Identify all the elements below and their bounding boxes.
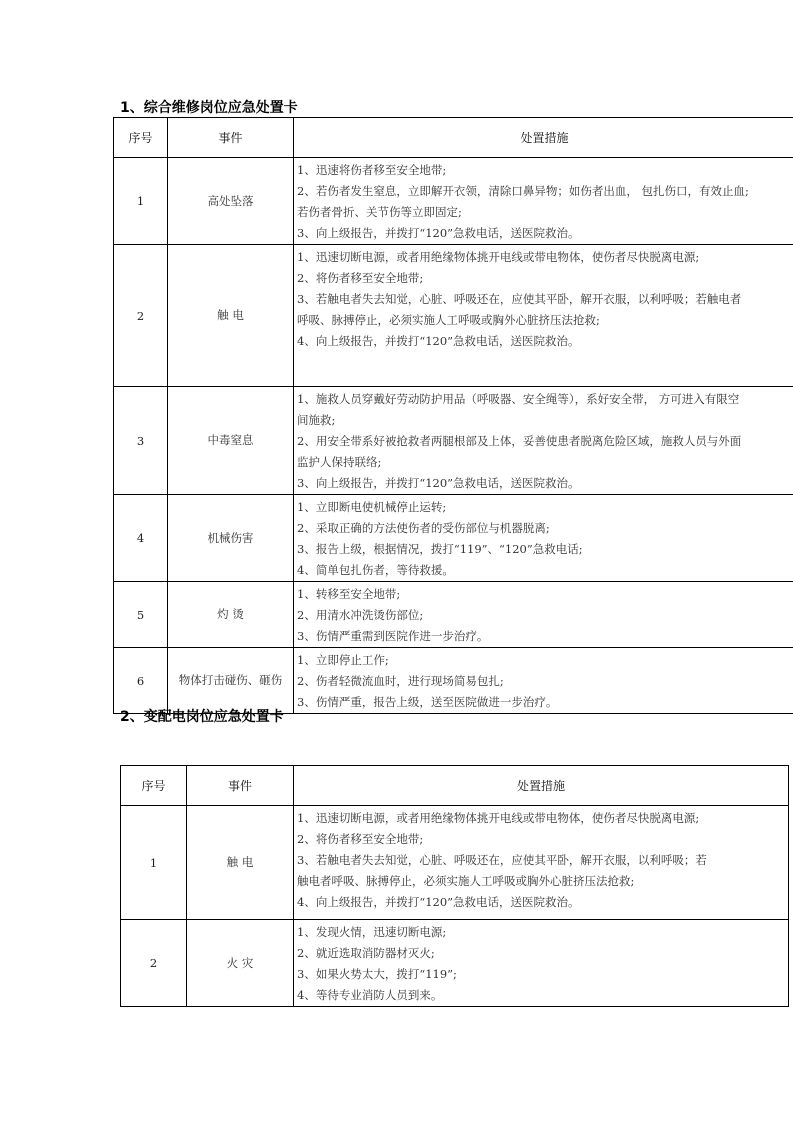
- header-no: 序号: [121, 766, 187, 806]
- header-event: 事件: [187, 766, 294, 806]
- header-event: 事件: [168, 118, 294, 158]
- measure-line: 若伤者骨折、关节伤等立即固定;: [297, 205, 462, 219]
- measure-line: 1、迅速切断电源，或者用绝缘物体挑开电线或带电物体，使伤者尽快脱离电源;: [297, 250, 700, 264]
- measure-line: 2、采取正确的方法使伤者的受伤部位与机器脱离;: [297, 521, 550, 535]
- row-measures: [294, 582, 793, 648]
- measure-line: 1、发现火情，迅速切断电源;: [297, 925, 447, 939]
- measure-line: 1、施救人员穿戴好劳动防护用品（呼吸器、安全绳等），系好安全带， 方可进入有限空: [297, 392, 740, 406]
- row-event: 灼 烫: [168, 582, 294, 648]
- row-measures: [294, 495, 793, 582]
- table-row: [114, 495, 793, 582]
- row-measures: [294, 245, 793, 387]
- row-number: 5: [114, 582, 168, 648]
- table-header-row: [114, 118, 793, 158]
- table-row: [114, 582, 793, 648]
- measure-line: 1、迅速切断电源，或者用绝缘物体挑开电线或带电物体，使伤者尽快脱离电源;: [297, 811, 700, 825]
- row-measures: [294, 648, 793, 714]
- row-event: 火 灾: [187, 920, 294, 1007]
- measure-line: 2、若伤者发生窒息，立即解开衣领，清除口鼻异物；如伤者出血， 包扎伤口，有效止血;: [297, 184, 749, 198]
- measure-line: 2、用清水冲洗烫伤部位;: [297, 608, 424, 622]
- table-header-row: [121, 766, 789, 806]
- row-number: 3: [114, 387, 168, 495]
- table-row: [114, 245, 793, 387]
- table-row: [121, 920, 789, 1007]
- row-event: 触 电: [187, 806, 294, 920]
- row-event: 机械伤害: [168, 495, 294, 582]
- table-row: [114, 648, 793, 714]
- table-row: [114, 158, 793, 245]
- header-measures: 处置措施: [294, 118, 793, 158]
- section2-table: [120, 765, 789, 1007]
- measure-line: 3、若触电者失去知觉，心脏、呼吸还在，应使其平卧，解开衣服，以利呼吸；若触电者: [297, 292, 742, 306]
- measure-line: 4、简单包扎伤者，等待救援。: [297, 563, 454, 577]
- measure-line: 2、用安全带系好被抢救者两腿根部及上体，妥善使患者脱离危险区域，施救人员与外面: [297, 434, 742, 448]
- measure-line: 2、将伤者移至安全地带;: [297, 832, 424, 846]
- measure-line: 3、若触电者失去知觉，心脏、呼吸还在，应使其平卧，解开衣服，以利呼吸；若: [297, 853, 707, 867]
- measure-line: 1、立即断电使机械停止运转;: [297, 500, 447, 514]
- row-event: 中毒窒息: [168, 387, 294, 495]
- row-event: 高处坠落: [168, 158, 294, 245]
- row-event: 物体打击碰伤、砸伤: [168, 648, 294, 714]
- measure-line: 2、就近选取消防器材灭火;: [297, 946, 435, 960]
- header-no: 序号: [114, 118, 168, 158]
- measure-line: 1、转移至安全地带;: [297, 587, 401, 601]
- measure-line: 1、迅速将伤者移至安全地带;: [297, 163, 447, 177]
- measure-line: 4、向上级报告，并拨打“120”急救电话，送医院救治。: [297, 895, 580, 909]
- measure-line: 3、伤情严重需到医院作进一步治疗。: [297, 629, 489, 643]
- header-measures: 处置措施: [294, 766, 789, 806]
- row-measures: [294, 806, 789, 920]
- row-number: 4: [114, 495, 168, 582]
- row-measures: [294, 920, 789, 1007]
- measure-line: 3、伤情严重，报告上级，送至医院做进一步治疗。: [297, 695, 558, 709]
- row-measures: [294, 387, 793, 495]
- measure-line: 4、等待专业消防人员到来。: [297, 988, 443, 1002]
- section2-title: 2、变配电岗位应急处置卡: [120, 709, 284, 725]
- measure-line: 1、立即停止工作;: [297, 653, 389, 667]
- measure-line: 4、向上级报告，并拨打“120”急救电话，送医院救治。: [297, 334, 580, 348]
- row-measures: [294, 158, 793, 245]
- measure-line: 2、将伤者移至安全地带;: [297, 271, 424, 285]
- row-event: 触 电: [168, 245, 294, 387]
- table-row: [121, 806, 789, 920]
- measure-line: 3、报告上级，根据情况，拨打“119”、“120”急救电话;: [297, 542, 583, 556]
- measure-line: 呼吸、脉搏停止，必须实施人工呼吸或胸外心脏挤压法抢救;: [297, 313, 600, 327]
- section1-title: 1、综合维修岗位应急处置卡: [120, 100, 298, 116]
- row-number: 2: [121, 920, 187, 1007]
- row-number: 1: [114, 158, 168, 245]
- measure-line: 2、伤者轻微流血时，进行现场简易包扎;: [297, 674, 504, 688]
- section1-table: [113, 117, 793, 714]
- row-number: 2: [114, 245, 168, 387]
- measure-line: 监护人保持联络;: [297, 455, 382, 469]
- measure-line: 触电者呼吸、脉搏停止，必须实施人工呼吸或胸外心脏挤压法抢救;: [297, 874, 635, 888]
- measure-line: 3、向上级报告，并拨打“120”急救电话，送医院救治。: [297, 226, 580, 240]
- measure-line: 3、向上级报告，并拨打“120”急救电话，送医院救治。: [297, 476, 580, 490]
- measure-line: 3、如果火势太大，拨打“119”;: [297, 967, 457, 981]
- measure-line: 间施救;: [297, 413, 336, 427]
- row-number: 1: [121, 806, 187, 920]
- row-number: 6: [114, 648, 168, 714]
- table-row: [114, 387, 793, 495]
